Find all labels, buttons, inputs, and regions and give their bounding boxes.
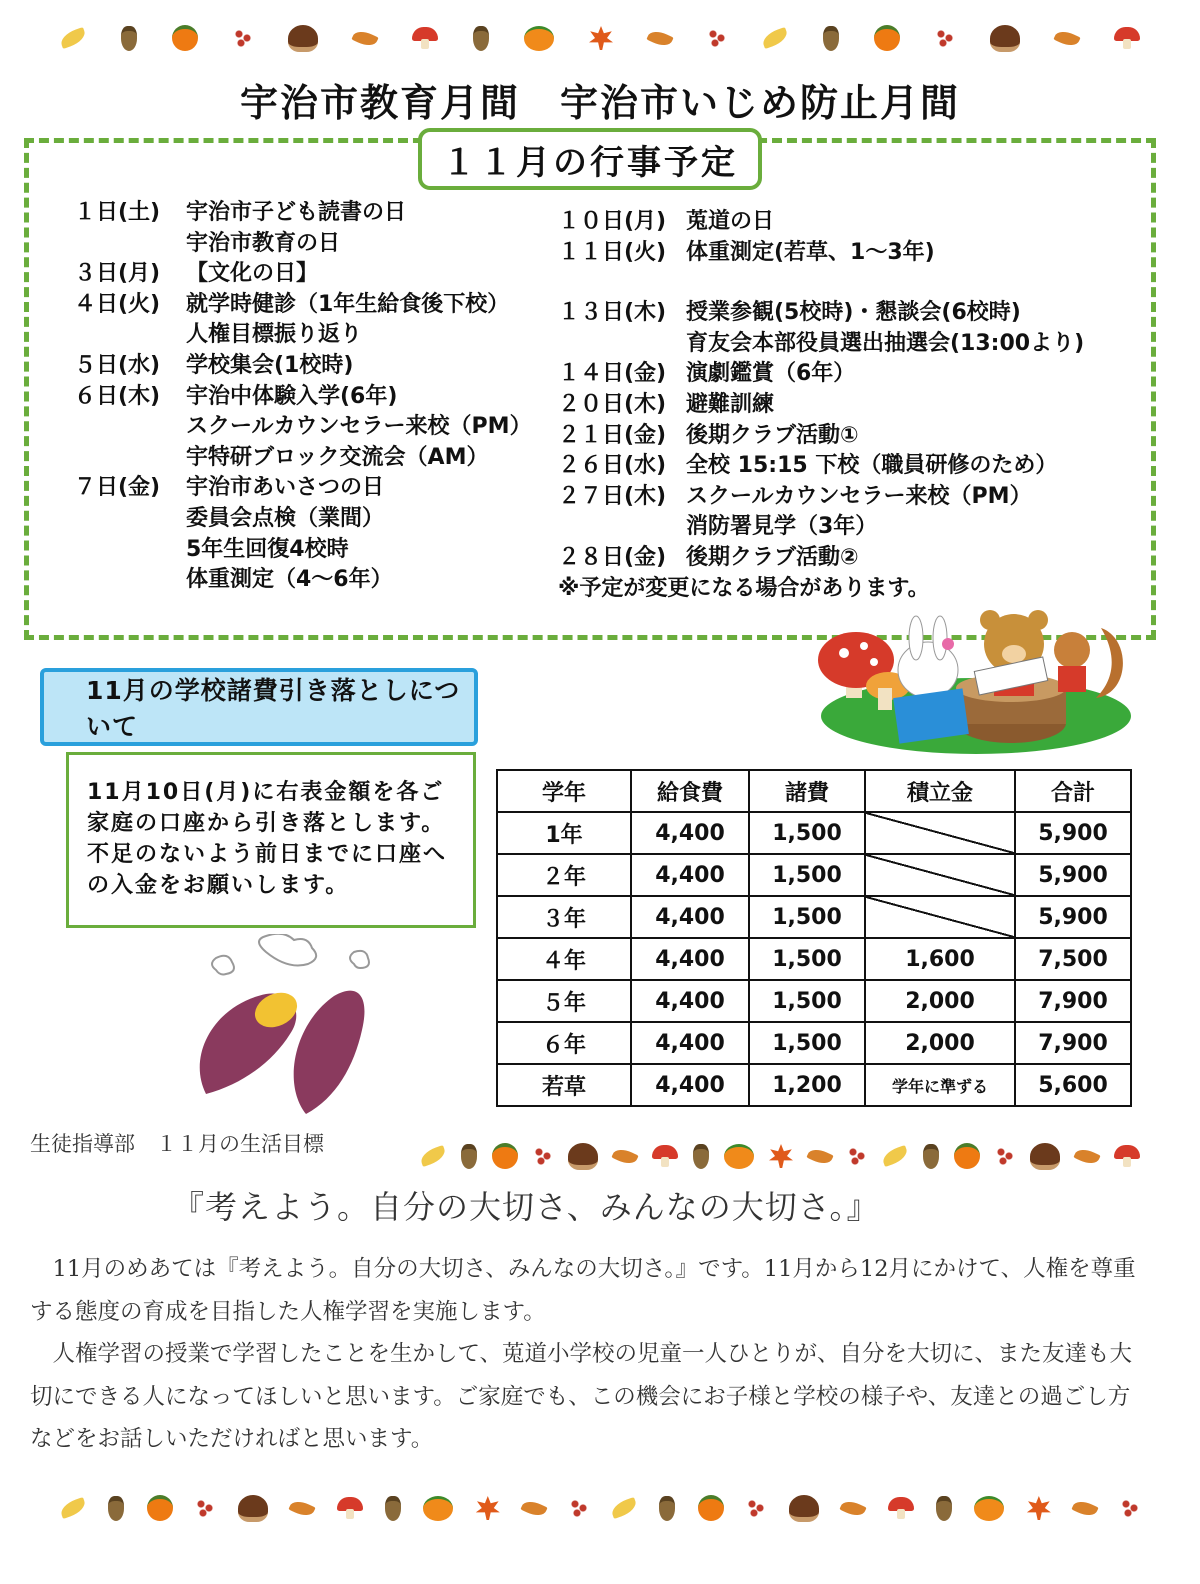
table-cell: 1,500 — [749, 980, 865, 1022]
ginkgo-leaf-icon — [609, 1497, 638, 1519]
event-item — [558, 390, 1084, 421]
column-header: 諸費 — [749, 770, 865, 812]
mushroom-icon — [888, 1497, 914, 1519]
table-row — [497, 812, 1131, 854]
table-cell-empty — [865, 896, 1015, 938]
table-cell: 4,400 — [631, 812, 749, 854]
event-text: 宇治中体験入学(6年) スクールカウンセラー来校（PM） 宇特研ブロック交流会（AM） — [186, 383, 532, 470]
maple-leaf-icon — [1027, 1496, 1051, 1520]
event-text: 学校集会(1校時) — [186, 352, 354, 378]
table-cell: 1,200 — [749, 1064, 865, 1106]
acorn-icon — [461, 1144, 477, 1169]
top-decoration-row — [60, 18, 1140, 58]
pumpkin-icon — [974, 1496, 1004, 1521]
berries-icon — [233, 28, 253, 48]
berries-icon — [995, 1146, 1015, 1166]
chestnut-icon — [238, 1495, 268, 1522]
acorn-icon — [108, 1496, 124, 1521]
column-header: 給食費 — [631, 770, 749, 812]
event-text: 宇治市子ども読書の日 宇治市教育の日 — [186, 200, 407, 256]
table-cell: ２年 — [497, 854, 631, 896]
table-cell: 1,500 — [749, 938, 865, 980]
acorn-icon — [385, 1496, 401, 1521]
berries-icon — [195, 1498, 215, 1518]
maple-leaf-icon — [589, 26, 613, 50]
event-date: ７日(金) — [74, 475, 161, 501]
table-cell: ４年 — [497, 938, 631, 980]
table-cell-empty — [865, 812, 1015, 854]
schedule-heading: １１月の行事予定 — [418, 128, 762, 190]
table-cell: 5,600 — [1015, 1064, 1131, 1106]
table-header-row — [497, 770, 1131, 812]
acorn-icon — [923, 1144, 939, 1169]
autumn-leaf-icon — [840, 1497, 867, 1519]
goals-slogan: 『考えよう。自分の大切さ、みんなの大切さ。』 — [172, 1188, 880, 1226]
table-row — [497, 896, 1131, 938]
event-item — [74, 259, 532, 290]
persimmon-icon — [874, 25, 900, 51]
goals-heading: 生徒指導部 １１月の生活目標 — [30, 1132, 324, 1156]
table-cell: 4,400 — [631, 1022, 749, 1064]
ginkgo-leaf-icon — [880, 1145, 909, 1167]
middle-decoration-row — [420, 1138, 1140, 1174]
goals-body — [30, 1248, 1150, 1461]
chestnut-icon — [1030, 1143, 1060, 1170]
table-cell: 4,400 — [631, 938, 749, 980]
event-text: 体重測定(若草、1～3年) — [686, 239, 935, 265]
autumn-leaf-icon — [521, 1497, 548, 1519]
autumn-leaf-icon — [351, 27, 378, 49]
table-cell: 1年 — [497, 812, 631, 854]
maple-leaf-icon — [769, 1144, 793, 1168]
page-title: 宇治市教育月間 宇治市いじめ防止月間 — [239, 81, 960, 125]
column-header: 学年 — [497, 770, 631, 812]
berries-icon — [935, 28, 955, 48]
autumn-leaf-icon — [288, 1497, 315, 1519]
event-date: １３日(木) — [558, 300, 667, 326]
table-cell: 1,500 — [749, 1022, 865, 1064]
pumpkin-icon — [524, 26, 554, 51]
column-header: 合計 — [1015, 770, 1131, 812]
event-date: ６日(木) — [74, 383, 161, 409]
mushroom-icon — [1114, 27, 1140, 49]
fees-heading: 11月の学校諸費引き落としについて — [40, 668, 478, 746]
table-row — [497, 854, 1131, 896]
table-cell: 学年に準ずる — [865, 1064, 1015, 1106]
table-cell: 5,900 — [1015, 896, 1131, 938]
column-header: 積立金 — [865, 770, 1015, 812]
autumn-leaf-icon — [1072, 1497, 1099, 1519]
table-row — [497, 1064, 1131, 1106]
acorn-icon — [121, 26, 137, 51]
table-row — [497, 980, 1131, 1022]
animals-reading-illustration — [816, 598, 1136, 758]
acorn-icon — [823, 26, 839, 51]
event-item — [558, 298, 1084, 359]
autumn-leaf-icon — [611, 1145, 638, 1167]
table-cell: 1,600 — [865, 938, 1015, 980]
schedule-left-column — [74, 198, 532, 596]
event-item — [74, 382, 532, 474]
table-cell: 1,500 — [749, 812, 865, 854]
maple-leaf-icon — [476, 1496, 500, 1520]
table-cell: 1,500 — [749, 896, 865, 938]
fees-note: 11月10日(月)に右表金額を各ご家庭の口座から引き落とします。不足のないよう前日までに口座への入金をお願いします。 — [66, 752, 476, 928]
persimmon-icon — [698, 1495, 724, 1521]
event-item — [558, 359, 1084, 390]
event-text: 全校 15:15 下校（職員研修のため） — [686, 453, 1058, 479]
goals-paragraph: 人権学習の授業で学習したことを生かして、莵道小学校の児童一人ひとりが、自分を大切に、また友達も大切にできる人になってほしいと思います。ご家庭でも、この機会にお子様と学校の様子や、友達との過ごし方などをお話しいただければと思います。 — [30, 1341, 1133, 1452]
schedule-right-column — [558, 207, 1084, 604]
persimmon-icon — [954, 1143, 980, 1169]
event-date: ２６日(水) — [558, 453, 667, 479]
table-cell: ５年 — [497, 980, 631, 1022]
event-date: １０日(月) — [558, 209, 667, 234]
acorn-icon — [693, 1144, 709, 1169]
autumn-leaf-icon — [646, 27, 673, 49]
ginkgo-leaf-icon — [760, 27, 789, 49]
pumpkin-icon — [423, 1496, 453, 1521]
event-item — [74, 351, 532, 382]
event-item — [558, 238, 1084, 269]
ginkgo-leaf-icon — [418, 1145, 447, 1167]
chestnut-icon — [288, 25, 318, 52]
spacer — [558, 268, 1084, 298]
event-item — [74, 473, 532, 595]
event-date: １１日(火) — [558, 239, 667, 265]
berries-icon — [707, 28, 727, 48]
table-cell: 4,400 — [631, 854, 749, 896]
table-row — [497, 938, 1131, 980]
acorn-icon — [659, 1496, 675, 1521]
event-text: 莵道の日 — [686, 209, 775, 234]
autumn-leaf-icon — [1053, 27, 1080, 49]
event-text: 演劇鑑賞（6年） — [686, 361, 856, 387]
berries-icon — [533, 1146, 553, 1166]
chestnut-icon — [789, 1495, 819, 1522]
event-text: 【文化の日】 — [186, 261, 319, 287]
event-date: ２０日(木) — [558, 391, 667, 417]
table-cell: 4,400 — [631, 1064, 749, 1106]
fees-table — [496, 769, 1132, 1107]
event-date: ５日(水) — [74, 352, 161, 378]
event-item — [558, 451, 1084, 482]
table-cell: 2,000 — [865, 1022, 1015, 1064]
persimmon-icon — [147, 1495, 173, 1521]
mushroom-icon — [412, 27, 438, 49]
ginkgo-leaf-icon — [58, 1497, 87, 1519]
bottom-decoration-row — [60, 1488, 1140, 1528]
event-item — [558, 421, 1084, 452]
event-text: 宇治市あいさつの日 委員会点検（業間） 5年生回復4校時 体重測定（4～6年） — [186, 475, 393, 593]
ginkgo-leaf-icon — [58, 27, 87, 49]
event-item — [558, 207, 1084, 238]
goals-paragraph: 11月のめあては『考えよう。自分の大切さ、みんなの大切さ。』です。11月から12月にかけて、人権を尊重する態度の育成を目指した人権学習を実施します。 — [30, 1256, 1136, 1325]
berries-icon — [847, 1146, 867, 1166]
event-date: ２１日(金) — [558, 422, 667, 448]
event-item — [74, 198, 532, 259]
sweet-potato-illustration — [186, 934, 386, 1124]
event-date: ２８日(金) — [558, 544, 667, 570]
acorn-icon — [473, 26, 489, 51]
mushroom-icon — [1114, 1145, 1140, 1167]
table-cell: 4,400 — [631, 896, 749, 938]
mushroom-icon — [337, 1497, 363, 1519]
table-row — [497, 1022, 1131, 1064]
event-date: ３日(月) — [74, 261, 161, 287]
table-cell: 2,000 — [865, 980, 1015, 1022]
pumpkin-icon — [724, 1144, 754, 1169]
autumn-leaf-icon — [1073, 1145, 1100, 1167]
event-text: スクールカウンセラー来校（PM） 消防署見学（3年） — [686, 483, 1032, 540]
persimmon-icon — [172, 25, 198, 51]
table-cell-empty — [865, 854, 1015, 896]
acorn-icon — [936, 1496, 952, 1521]
table-cell: ３年 — [497, 896, 631, 938]
table-cell: 7,900 — [1015, 1022, 1131, 1064]
event-text: 就学時健診（1年生給食後下校） 人権目標振り返り — [186, 291, 510, 348]
event-item — [558, 543, 1084, 574]
table-cell: 5,900 — [1015, 812, 1131, 854]
table-cell: 4,400 — [631, 980, 749, 1022]
table-cell: ６年 — [497, 1022, 631, 1064]
event-text: 後期クラブ活動① — [686, 422, 859, 448]
mushroom-icon — [652, 1145, 678, 1167]
berries-icon — [1120, 1498, 1140, 1518]
berries-icon — [569, 1498, 589, 1518]
event-date: ２７日(木) — [558, 483, 667, 509]
event-text: 授業参観(5校時)・懇談会(6校時) 育友会本部役員選出抽選会(13:00より) — [686, 300, 1085, 356]
event-item — [74, 290, 532, 351]
event-item — [558, 482, 1084, 543]
event-date: ４日(火) — [74, 291, 161, 317]
event-date: １日(土) — [74, 200, 161, 225]
chestnut-icon — [568, 1143, 598, 1170]
berries-icon — [746, 1498, 766, 1518]
event-text: 後期クラブ活動② — [686, 544, 859, 570]
autumn-leaf-icon — [806, 1145, 833, 1167]
event-date: １４日(金) — [558, 361, 667, 387]
table-cell: 5,900 — [1015, 854, 1131, 896]
event-text: 避難訓練 — [686, 391, 775, 417]
table-cell: 7,900 — [1015, 980, 1131, 1022]
schedule-note: ※予定が変更になる場合があります。 — [558, 575, 930, 601]
persimmon-icon — [492, 1143, 518, 1169]
table-cell: 若草 — [497, 1064, 631, 1106]
table-cell: 1,500 — [749, 854, 865, 896]
table-cell: 7,500 — [1015, 938, 1131, 980]
chestnut-icon — [990, 25, 1020, 52]
